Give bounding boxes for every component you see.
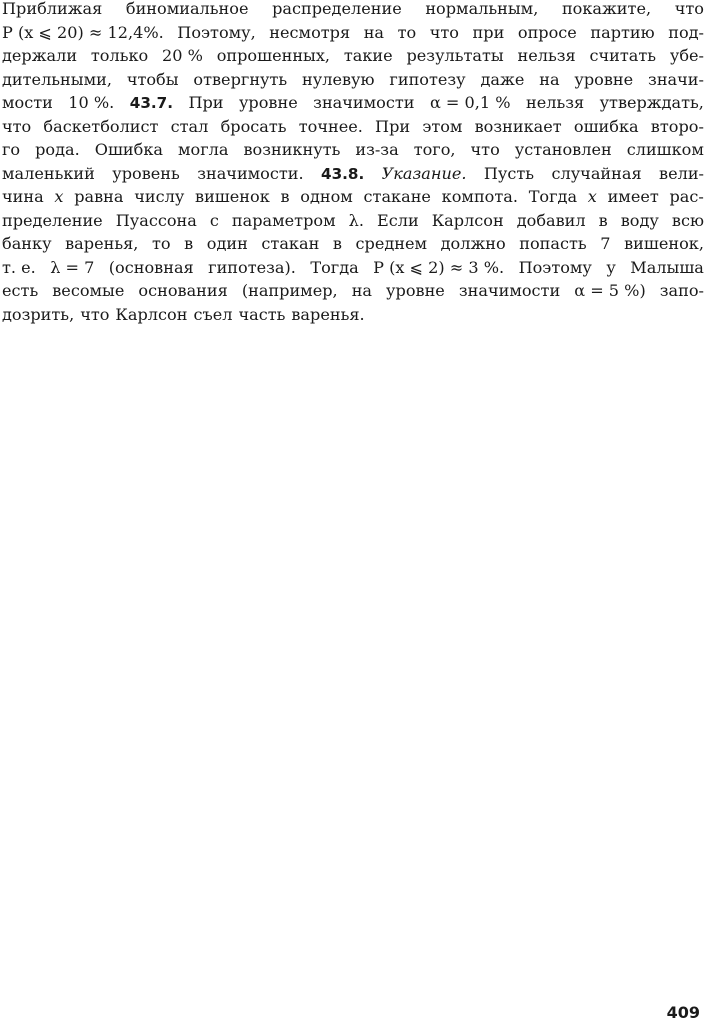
word: добавил [516,210,586,230]
word: Карлсон [115,304,188,324]
word: могла [177,140,229,159]
word: среднем [355,234,428,253]
word: Поэтому, [177,22,256,42]
word: один [206,234,248,253]
word: стакане [363,187,431,206]
word: Пуассона [115,210,197,230]
text-line [2,44,704,68]
text-line [2,256,704,280]
word: есть [2,281,39,300]
word: числу [134,187,185,206]
word: λ = 7 [50,257,95,277]
word: в [332,234,342,253]
word: Поэтому [518,257,592,277]
word: параметром [231,210,336,230]
word: что [2,116,32,136]
word: должно [440,234,506,253]
problem-number: 43.8. [321,164,365,183]
word: рас- [669,187,704,206]
word: утверждать, [599,93,704,112]
text-line [2,68,704,92]
word: гипотезу [389,69,466,89]
problem-number: 43.7. [129,94,173,112]
word: стал [170,116,209,136]
word: основания [138,281,228,300]
text-line [2,232,704,256]
word: то [397,22,417,42]
word: уровне [574,69,634,89]
word: значимости [458,281,561,300]
word: в [184,234,194,253]
word: того, [413,140,456,159]
word: из-за [355,140,399,159]
word: что [80,304,110,324]
word: одном [300,187,353,206]
word: При [375,116,411,136]
word: уровне [386,281,445,300]
word: что [674,0,704,18]
word: равна [74,187,124,206]
word: у [606,257,616,277]
word: часть [238,304,286,324]
word: нельзя [525,93,585,112]
word: α = 5 %) [574,281,646,300]
word: весомые [52,281,125,300]
text-line [2,209,704,233]
word: при [472,22,505,42]
page-number: 409 [666,1003,700,1022]
word: Тогда [528,187,578,206]
word: варенья. [291,304,365,324]
word: Тогда [310,257,359,277]
word: рода. [35,140,80,159]
word: Пусть [483,163,535,183]
word: считать [589,46,657,65]
text-line [2,115,704,139]
word: запо- [659,281,704,300]
word: несмотря [269,22,351,42]
text-line [2,303,704,327]
word: уровне [238,93,298,112]
text-line [2,279,704,303]
word: нельзя [517,46,576,65]
word: вишенок, [624,234,704,253]
word: отвергнуть [193,69,288,89]
word: (основная [108,257,194,277]
word: опрошенных, [216,46,331,65]
word: 10 %. [68,93,115,112]
text-line [2,21,704,45]
word: варенья, [65,234,139,253]
word: мости [2,93,53,112]
word: воду [620,210,659,230]
word: под- [668,22,704,42]
word: только [90,46,149,65]
word: банку [2,234,52,253]
word: α = 0,1 % [429,93,511,112]
word: (например, [241,281,338,300]
word: λ. [348,210,364,230]
word: в [280,187,290,206]
word: го [2,140,21,159]
word: результаты [406,46,504,65]
word: распределение [272,0,402,18]
word: дозрить, [2,304,75,324]
word: этом [422,116,463,136]
word: опросе [517,22,577,42]
word: возникнуть [243,140,341,159]
word: стакан [261,234,320,253]
text-line [2,138,704,162]
word: убе- [669,46,704,65]
word: Малыша [630,257,704,277]
word: что [429,22,459,42]
word: биномиальное [125,0,249,18]
word: то [151,234,171,253]
word: всю [671,210,704,230]
word: т. е. [2,257,36,277]
word: такие [343,46,393,65]
word: на [539,69,560,89]
word: точнее. [298,116,363,136]
word: значимости. [197,163,304,183]
word: бросать [220,116,287,136]
word: 7 [600,234,611,253]
word: нулевую [302,69,375,89]
word: Ошибка [94,140,163,159]
word: на [351,281,373,300]
word: гипотеза). [208,257,296,277]
word: вишенок [195,187,270,206]
word: баскетболист [43,116,159,136]
word: чтобы [126,69,179,89]
word: случайная [551,163,642,183]
word: на [363,22,385,42]
word: съел [193,304,233,324]
word: нормальным, [425,0,539,18]
word: При [188,93,224,112]
word: уровень [112,163,180,183]
word: даже [480,69,525,89]
word: попасть [519,234,587,253]
word: чина [2,187,44,206]
text-line [2,91,704,115]
word: в [598,210,608,230]
word: Приближая [2,0,103,18]
text-line [2,0,704,21]
word: установлен [514,140,612,159]
word: значи- [648,69,704,89]
word: вели- [659,163,704,183]
math-expression: P (x ⩽ 20) ≈ 12,4%. [2,22,164,42]
word: пределение [2,210,103,230]
word: покажите, [561,0,652,18]
word: второ- [650,116,704,136]
word: значимости [313,93,415,112]
word: 20 % [162,46,203,65]
word: дительными, [2,69,112,89]
word: компота. [441,187,518,206]
word: с [209,210,219,230]
word: Карлсон [431,210,504,230]
word: имеет [607,187,659,206]
word: маленький [2,163,95,183]
word: возникает [474,116,562,136]
word: ошибка [573,116,639,136]
text-line [2,185,704,209]
word: партию [590,22,655,42]
word: слишком [626,140,704,159]
word: держали [2,46,78,65]
word: что [470,140,500,159]
word: Если [376,210,419,230]
math-expression: P (x ⩽ 2) ≈ 3 %. [373,257,505,277]
text-line [2,162,704,186]
math-variable: x [587,187,597,206]
emphasis-word: Указание. [381,163,467,183]
math-variable: x [54,187,64,206]
answers-text-block [2,0,704,326]
